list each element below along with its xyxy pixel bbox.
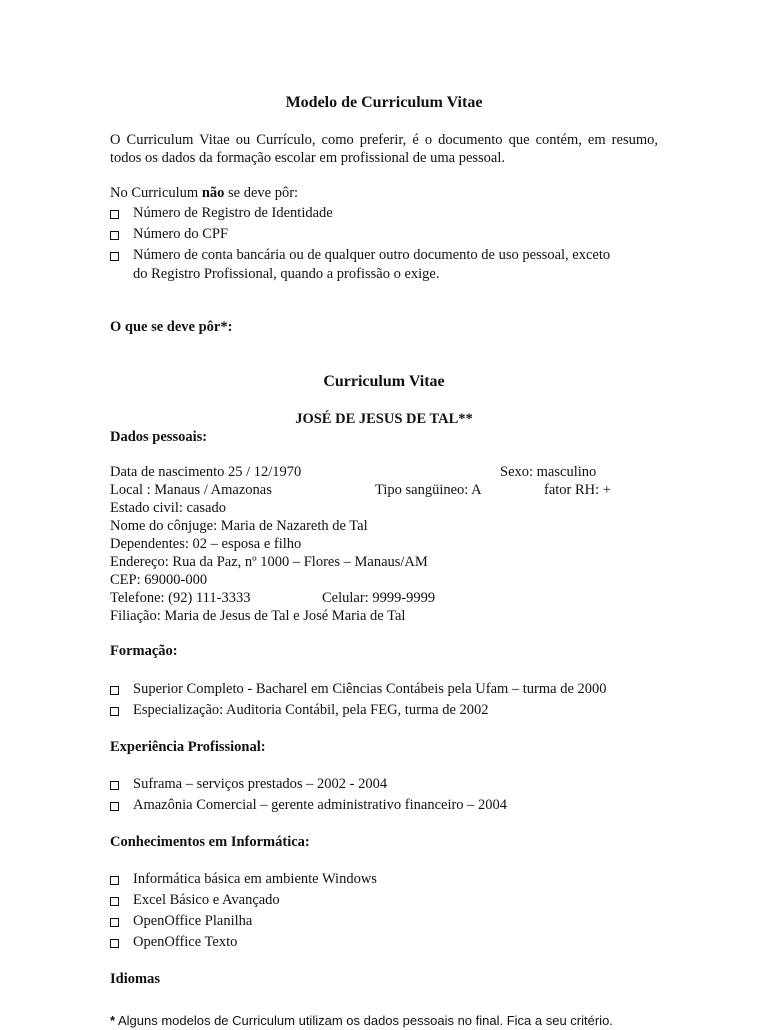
square-bullet-icon [110,918,119,927]
square-bullet-icon [110,707,119,716]
dados-filiacao: Filiação: Maria de Jesus de Tal e José Maria de Tal [110,608,406,624]
experiencia-item: Suframa – serviços prestados – 2002 - 2004 [110,775,387,793]
nao-item: Número de Registro de Identidade [110,204,333,222]
nao-item: Número de conta bancária ou de qualquer outro documento de uso pessoal, exceto [110,246,610,264]
formacao-item: Especialização: Auditoria Contábil, pela FEG, turma de 2002 [110,701,489,719]
square-bullet-icon [110,210,119,219]
dados-endereco: Endereço: Rua da Paz, nº 1000 – Flores – Manaus/AM [110,554,428,570]
dados-conjuge: Nome do cônjuge: Maria de Nazareth de Tal [110,518,368,534]
informatica-item: OpenOffice Planilha [110,912,252,930]
dados-sexo: Sexo: masculino [500,464,597,480]
cv-title: Curriculum Vitae [323,373,445,390]
dados-telefone: Telefone: (92) 111-3333 [110,590,251,606]
deve-heading: O que se deve pôr*: [110,319,233,335]
formacao-heading: Formação: [110,643,178,659]
nao-line [110,184,298,202]
dados-fator-rh: fator RH: + [544,482,611,498]
dados-local: Local : Manaus / Amazonas [110,482,272,498]
candidate-name: JOSÉ DE JESUS DE TAL** [295,411,473,427]
document-title: Modelo de Curriculum Vitae [285,94,483,111]
informatica-item: OpenOffice Texto [110,933,237,951]
nao-suffix: se deve pôr: [224,185,299,201]
dados-cep: CEP: 69000-000 [110,572,208,588]
dados-dependentes: Dependentes: 02 – esposa e filho [110,536,302,552]
square-bullet-icon [110,802,119,811]
footnote [110,1012,613,1030]
dados-estado-civil: Estado civil: casado [110,500,226,516]
informatica-item: Informática básica em ambiente Windows [110,870,377,888]
dados-heading: Dados pessoais: [110,429,208,445]
nao-prefix: No Curriculum [110,185,202,201]
footnote-text: Alguns modelos de Curriculum utilizam os dados pessoais no final. Fica a seu critério. [115,1013,613,1028]
square-bullet-icon [110,876,119,885]
dados-celular: Celular: 9999-9999 [322,590,436,606]
square-bullet-icon [110,781,119,790]
experiencia-heading: Experiência Profissional: [110,739,266,755]
footnote-star: * [110,1013,116,1028]
informatica-item: Excel Básico e Avançado [110,891,280,909]
nao-item-continuation: do Registro Profissional, quando a profissão o exige. [133,266,440,282]
dados-tipo-sanguineo: Tipo sangüineo: A [375,482,482,498]
formacao-item: Superior Completo - Bacharel em Ciências Contábeis pela Ufam – turma de 2000 [110,680,607,698]
square-bullet-icon [110,939,119,948]
square-bullet-icon [110,252,119,261]
dados-nascimento: Data de nascimento 25 / 12/1970 [110,464,302,480]
nao-bold: não [201,185,225,201]
intro-paragraph: O Curriculum Vitae ou Currículo, como preferir, é o documento que contém, em resumo, todos os dados da formação escolar em profissional de uma pessoal. [110,132,658,166]
idiomas-heading: Idiomas [110,971,160,987]
square-bullet-icon [110,686,119,695]
square-bullet-icon [110,897,119,906]
square-bullet-icon [110,231,119,240]
informatica-heading: Conhecimentos em Informática: [110,834,310,850]
experiencia-item: Amazônia Comercial – gerente administrativo financeiro – 2004 [110,796,507,814]
nao-item: Número do CPF [110,225,228,243]
